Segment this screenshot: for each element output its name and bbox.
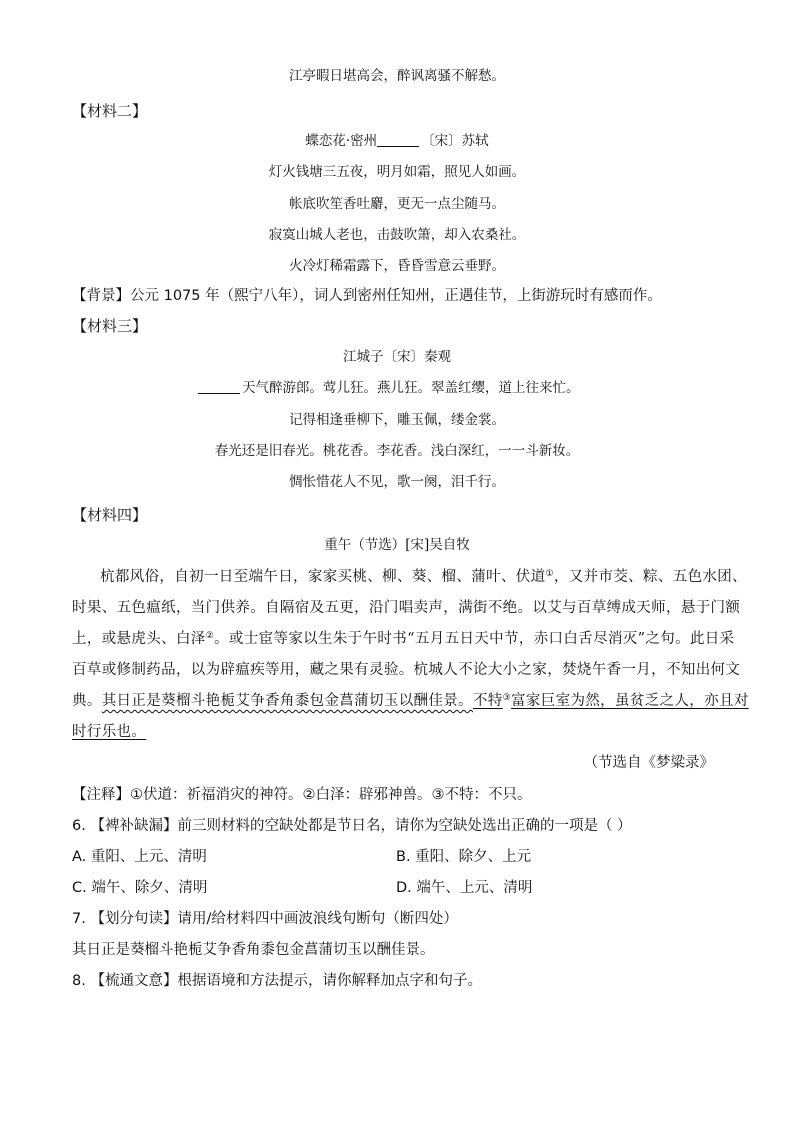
poem-title: 蝶恋花·密州 — [305, 133, 378, 149]
background-text: 公元 1075 年（熙宁八年），词人到密州任知州，正遇佳节，上街游玩时有感而作。 — [130, 288, 662, 304]
fill-in-blank — [198, 379, 240, 394]
prose-line: 百草或修制药品，以为辟瘟疾等用，藏之果有灵验。杭城人不论大小之家，焚烧午香一月，不知出何文 — [72, 662, 741, 678]
question-8: 8. 【梳通文意】根据语境和方法提示，请你解释加点字和句子。 — [72, 973, 482, 989]
option-b: B. 重阳、除夕、上元 — [396, 849, 532, 865]
background-note — [72, 286, 662, 306]
source-citation: （节选自《梦粱录》 — [583, 755, 714, 771]
notes-text: ①伏道：祈福消灾的神符。②白泽：辟邪神兽。③不特：不只。 — [130, 787, 532, 803]
poem-line: 帐底吹笙香吐麝，更无一点尘随马。 — [289, 196, 505, 212]
prose-line — [72, 691, 749, 711]
material2-header: 【材料二】 — [72, 102, 148, 120]
underlined-text: 时行乐也。 — [72, 724, 147, 740]
background-label: 【背景】 — [72, 288, 130, 304]
poem-line: 火冷灯稀霜露下，昏昏雪意云垂野。 — [289, 258, 505, 274]
footnote-marker: ② — [205, 631, 215, 641]
poem-line: 记得相逢垂柳下，雕玉佩，缕金裳。 — [289, 412, 505, 428]
poem-line-text: 天气醉游郎。莺儿狂。燕儿狂。翠盖红缨，道上往来忙。 — [242, 380, 580, 396]
prose-line: 时果、五色瘟纸，当门供养。自隔宿及五更，沿门唱卖声，满街不绝。以艾与百草缚成天师，悬于门额 — [72, 600, 741, 616]
prose-text: 上，或悬虎头、白泽 — [72, 631, 206, 647]
poem-line: 灯火钱塘三五夜，明月如霜，照见人如画。 — [268, 164, 526, 180]
footnote-marker: ③ — [502, 693, 512, 703]
prose-line — [100, 567, 747, 587]
question-7-sentence: 其日正是葵榴斗艳栀艾争香角黍包金菖蒲切玉以酬佳景。 — [72, 942, 435, 958]
poem-line — [198, 378, 580, 398]
question-6: 6. 【裨补缺漏】前三则材料的空缺处都是节日名，请你为空缺处选出正确的一项是（ ） — [72, 818, 632, 834]
footnote-marker: ① — [545, 569, 554, 579]
material3-header: 【材料三】 — [72, 317, 148, 335]
poem-line: 春光还是旧春光。桃花香。李花香。浅白深红，一一斗新妆。 — [214, 443, 580, 459]
material4-header: 【材料四】 — [72, 506, 148, 524]
option-c: C. 端午、除夕、清明 — [72, 880, 208, 896]
option-a: A. 重阳、上元、清明 — [72, 849, 207, 865]
underlined-text: 富家巨室为然，虽贫乏之人，亦且对 — [511, 693, 749, 709]
prose-text: ，又并市茭、粽、五色水团、 — [553, 569, 747, 585]
notes — [72, 785, 532, 805]
material2-title — [0, 131, 794, 151]
prose-text: 杭都风俗，自初一日至端午日，家家买桃、柳、葵、榴、蒲叶、伏道 — [100, 569, 546, 585]
poem-line: 惆怅惜花人不见，歌一阕，泪千行。 — [289, 474, 505, 490]
material3-title: 江城子〔宋〕秦观 — [343, 349, 451, 365]
fill-in-blank — [377, 132, 419, 147]
poem-author: 〔宋〕苏轼 — [421, 133, 489, 149]
notes-label: 【注释】 — [72, 787, 130, 803]
prose-line — [72, 722, 146, 742]
question-7: 7. 【划分句读】请用/给材料四中画波浪线句断句（断四处） — [72, 911, 458, 927]
wavy-underlined-sentence: 其日正是葵榴斗艳栀艾争香角黍包金菖蒲切玉以酬佳景。 — [101, 693, 473, 709]
material1-last-line: 江亭暇日堪高会，醉讽离骚不解愁。 — [289, 68, 505, 84]
underlined-text: 不特 — [472, 693, 503, 709]
prose-text: 典。 — [72, 693, 102, 709]
prose-line — [72, 629, 735, 649]
material4-title: 重午（节选）[宋]吴自牧 — [324, 537, 470, 553]
poem-line: 寂寞山城人老也，击鼓吹箫，却入农桑社。 — [268, 227, 526, 243]
option-d: D. 端午、上元、清明 — [396, 880, 533, 896]
prose-text: 。或士宦等家以生朱于午时书“五月五日天中节，赤口白舌尽消灭”之句。此日采 — [214, 631, 735, 647]
